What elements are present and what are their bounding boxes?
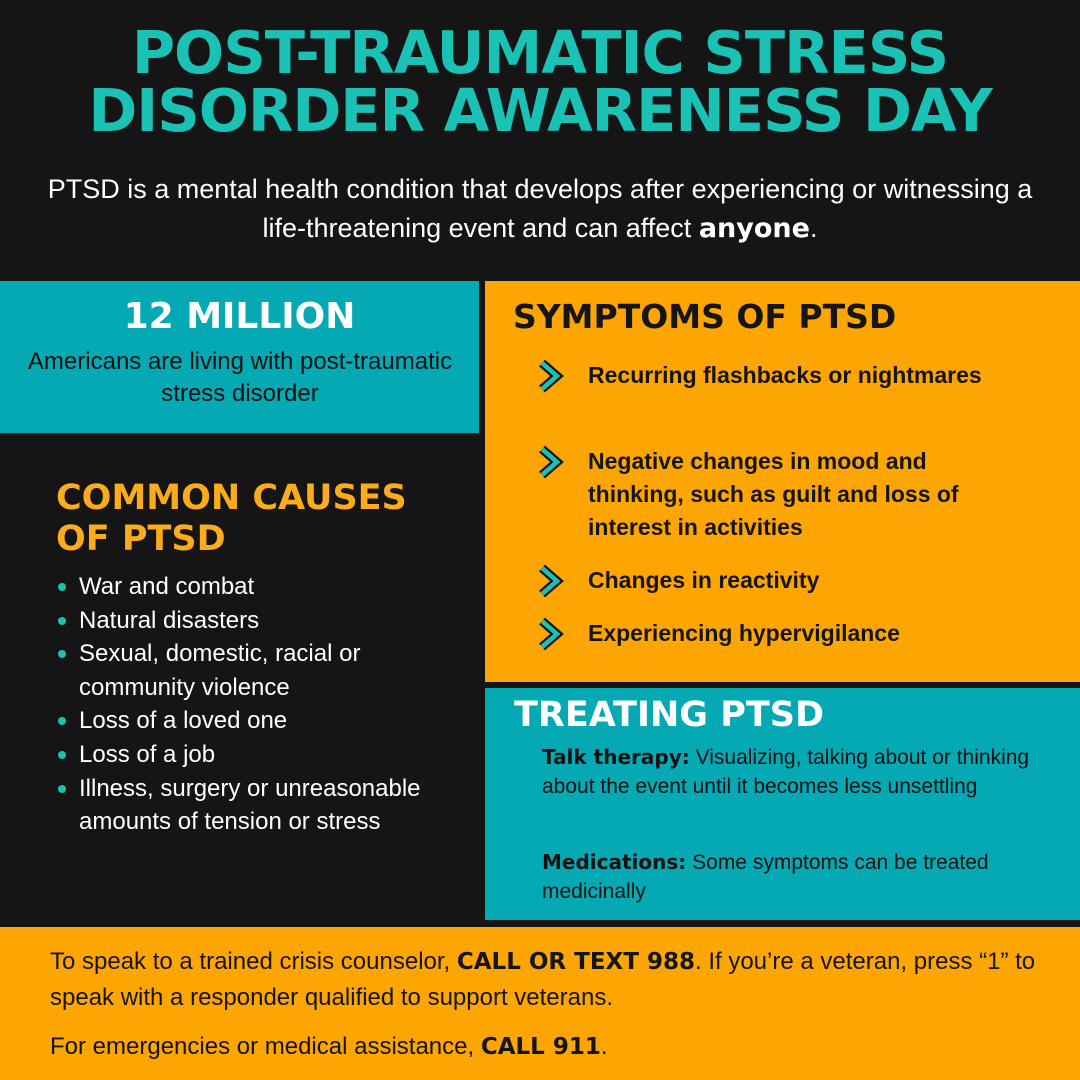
intro-emphasis: anyone xyxy=(698,213,810,244)
cause-item: Loss of a loved one xyxy=(56,704,456,738)
symptom-text: Recurring flashbacks or nightmares xyxy=(588,362,982,388)
chevron-right-icon xyxy=(537,617,565,651)
crisis-line-paragraph xyxy=(50,944,1050,1016)
emergency-text: For emergencies or medical assistance, xyxy=(50,1033,481,1060)
symptom-item xyxy=(537,564,1047,600)
symptom-item xyxy=(537,445,1047,545)
emergency-paragraph xyxy=(50,1029,1050,1065)
cause-item: Natural disasters xyxy=(56,604,456,638)
treating-heading: TREATING PTSD xyxy=(514,695,824,735)
medications-text: Some symptoms can be treated medicinally xyxy=(542,851,989,903)
intro-paragraph xyxy=(30,170,1050,248)
stat-number: 12 MILLION xyxy=(123,296,356,337)
symptom-item xyxy=(537,359,1047,429)
talk-therapy-label: Talk therapy: xyxy=(542,745,690,769)
talk-therapy-paragraph xyxy=(542,743,1042,801)
talk-therapy-text: Visualizing, talking about or thinking about the event until it becomes less unsettling xyxy=(542,746,1030,798)
causes-list xyxy=(56,570,456,839)
causes-heading-line-1: COMMON CAUSES xyxy=(56,478,407,518)
cause-item: Illness, surgery or unreasonable amounts of tension or stress xyxy=(56,772,456,839)
chevron-right-icon xyxy=(537,359,565,393)
intro-text: PTSD is a mental health condition that develops after experiencing or witnessing a life-threatening event and can affect xyxy=(47,174,1033,243)
crisis-line-veterans: . If you’re a veteran, press “1” to speak with a responder qualified to support veterans. xyxy=(50,948,1036,1011)
cause-item: Loss of a job xyxy=(56,738,456,772)
cause-item: War and combat xyxy=(56,570,456,604)
page-title xyxy=(0,18,1080,145)
intro-period: . xyxy=(809,213,818,243)
title-line-1: POST-TRAUMATIC STRESS xyxy=(131,18,949,87)
medications-paragraph xyxy=(542,848,1042,906)
symptom-text: Changes in reactivity xyxy=(588,567,820,593)
emergency-number: CALL 911 xyxy=(480,1034,601,1060)
symptom-item xyxy=(537,617,1047,653)
symptoms-heading: SYMPTOMS OF PTSD xyxy=(513,297,897,336)
emergency-period: . xyxy=(600,1033,608,1060)
symptom-text: Negative changes in mood and thinking, such as guilt and loss of interest in activities xyxy=(588,448,959,540)
symptom-text: Experiencing hypervigilance xyxy=(588,620,900,646)
chevron-right-icon xyxy=(537,445,565,479)
medications-label: Medications: xyxy=(542,850,687,874)
causes-heading xyxy=(56,478,456,560)
cause-item: Sexual, domestic, racial or community violence xyxy=(56,637,456,704)
causes-heading-line-2: OF PTSD xyxy=(56,519,226,559)
chevron-right-icon xyxy=(537,564,565,598)
crisis-line-number: CALL OR TEXT 988 xyxy=(456,949,695,975)
title-line-2: DISORDER AWARENESS DAY xyxy=(88,76,992,145)
stat-description: Americans are living with post-traumatic stress disorder xyxy=(27,348,453,407)
crisis-line-text: To speak to a trained crisis counselor, xyxy=(50,948,457,975)
